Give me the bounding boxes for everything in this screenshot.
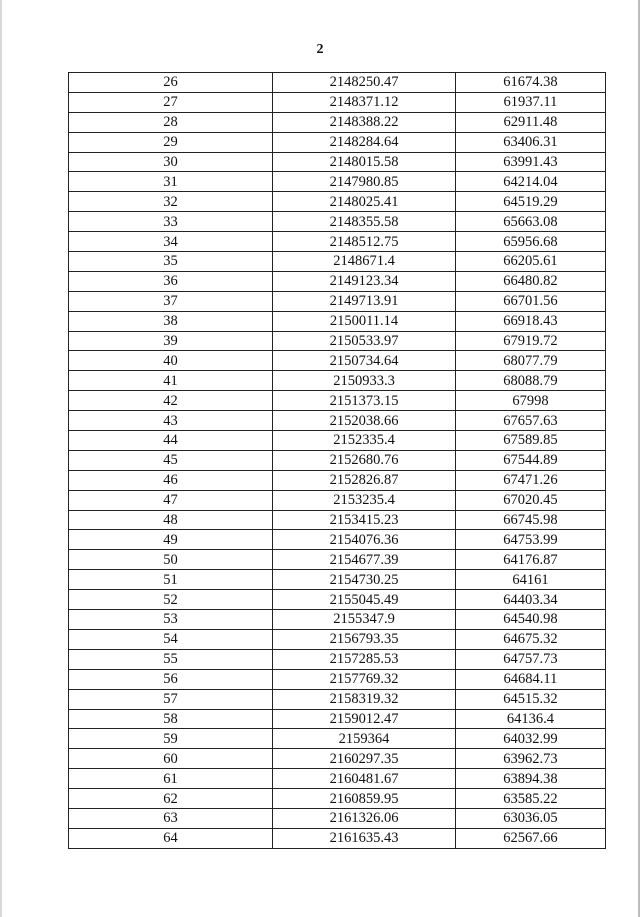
y-coordinate-cell: 62567.66 bbox=[455, 828, 605, 848]
y-coordinate-cell: 63991.43 bbox=[455, 152, 605, 172]
x-coordinate-cell: 2150933.3 bbox=[273, 371, 456, 391]
x-coordinate-cell: 2154076.36 bbox=[273, 530, 456, 550]
y-coordinate-cell: 66480.82 bbox=[455, 271, 605, 291]
table-row bbox=[69, 371, 606, 391]
y-coordinate-cell: 63962.73 bbox=[455, 749, 605, 769]
table-row bbox=[69, 391, 606, 411]
y-coordinate-cell: 68088.79 bbox=[455, 371, 605, 391]
y-coordinate-cell: 62911.48 bbox=[455, 112, 605, 132]
x-coordinate-cell: 2150734.64 bbox=[273, 351, 456, 371]
y-coordinate-cell: 67919.72 bbox=[455, 331, 605, 351]
table-row bbox=[69, 729, 606, 749]
table-row bbox=[69, 172, 606, 192]
y-coordinate-cell: 64176.87 bbox=[455, 550, 605, 570]
x-coordinate-cell: 2148355.58 bbox=[273, 212, 456, 232]
x-coordinate-cell: 2151373.15 bbox=[273, 391, 456, 411]
y-coordinate-cell: 63036.05 bbox=[455, 808, 605, 828]
scan-edge-left bbox=[0, 0, 2, 917]
table-row bbox=[69, 530, 606, 550]
y-coordinate-cell: 61937.11 bbox=[455, 92, 605, 112]
point-number-cell: 60 bbox=[69, 749, 273, 769]
point-number-cell: 47 bbox=[69, 490, 273, 510]
x-coordinate-cell: 2154730.25 bbox=[273, 570, 456, 590]
table-row bbox=[69, 92, 606, 112]
y-coordinate-cell: 64515.32 bbox=[455, 689, 605, 709]
x-coordinate-cell: 2152680.76 bbox=[273, 450, 456, 470]
point-number-cell: 37 bbox=[69, 291, 273, 311]
y-coordinate-cell: 64403.34 bbox=[455, 590, 605, 610]
table-row bbox=[69, 550, 606, 570]
point-number-cell: 32 bbox=[69, 192, 273, 212]
x-coordinate-cell: 2158319.32 bbox=[273, 689, 456, 709]
y-coordinate-cell: 64757.73 bbox=[455, 649, 605, 669]
point-number-cell: 62 bbox=[69, 789, 273, 809]
point-number-cell: 42 bbox=[69, 391, 273, 411]
x-coordinate-cell: 2153415.23 bbox=[273, 510, 456, 530]
table-row bbox=[69, 470, 606, 490]
y-coordinate-cell: 61674.38 bbox=[455, 73, 605, 93]
x-coordinate-cell: 2161326.06 bbox=[273, 808, 456, 828]
point-number-cell: 38 bbox=[69, 311, 273, 331]
x-coordinate-cell: 2152335.4 bbox=[273, 431, 456, 451]
y-coordinate-cell: 66205.61 bbox=[455, 252, 605, 272]
point-number-cell: 36 bbox=[69, 271, 273, 291]
point-number-cell: 48 bbox=[69, 510, 273, 530]
y-coordinate-cell: 67471.26 bbox=[455, 470, 605, 490]
point-number-cell: 29 bbox=[69, 132, 273, 152]
point-number-cell: 50 bbox=[69, 550, 273, 570]
x-coordinate-cell: 2157285.53 bbox=[273, 649, 456, 669]
table-row bbox=[69, 808, 606, 828]
y-coordinate-cell: 63406.31 bbox=[455, 132, 605, 152]
table-row bbox=[69, 629, 606, 649]
x-coordinate-cell: 2160481.67 bbox=[273, 769, 456, 789]
point-number-cell: 33 bbox=[69, 212, 273, 232]
table-row bbox=[69, 212, 606, 232]
point-number-cell: 56 bbox=[69, 669, 273, 689]
y-coordinate-cell: 63585.22 bbox=[455, 789, 605, 809]
point-number-cell: 26 bbox=[69, 73, 273, 93]
coordinates-table bbox=[68, 72, 606, 849]
x-coordinate-cell: 2160297.35 bbox=[273, 749, 456, 769]
point-number-cell: 53 bbox=[69, 610, 273, 630]
table-row bbox=[69, 570, 606, 590]
x-coordinate-cell: 2149713.91 bbox=[273, 291, 456, 311]
x-coordinate-cell: 2148284.64 bbox=[273, 132, 456, 152]
y-coordinate-cell: 66918.43 bbox=[455, 311, 605, 331]
x-coordinate-cell: 2155347.9 bbox=[273, 610, 456, 630]
point-number-cell: 28 bbox=[69, 112, 273, 132]
table-row bbox=[69, 709, 606, 729]
table-row bbox=[69, 351, 606, 371]
point-number-cell: 44 bbox=[69, 431, 273, 451]
point-number-cell: 52 bbox=[69, 590, 273, 610]
table-row bbox=[69, 510, 606, 530]
table-row bbox=[69, 192, 606, 212]
page-number: 2 bbox=[316, 42, 324, 57]
point-number-cell: 30 bbox=[69, 152, 273, 172]
x-coordinate-cell: 2150533.97 bbox=[273, 331, 456, 351]
y-coordinate-cell: 67998 bbox=[455, 391, 605, 411]
table-row bbox=[69, 291, 606, 311]
y-coordinate-cell: 64753.99 bbox=[455, 530, 605, 550]
y-coordinate-cell: 64032.99 bbox=[455, 729, 605, 749]
x-coordinate-cell: 2148025.41 bbox=[273, 192, 456, 212]
table-row bbox=[69, 828, 606, 848]
x-coordinate-cell: 2148671.4 bbox=[273, 252, 456, 272]
coordinates-table-body bbox=[69, 73, 606, 849]
point-number-cell: 35 bbox=[69, 252, 273, 272]
table-row bbox=[69, 411, 606, 431]
point-number-cell: 51 bbox=[69, 570, 273, 590]
x-coordinate-cell: 2150011.14 bbox=[273, 311, 456, 331]
point-number-cell: 58 bbox=[69, 709, 273, 729]
y-coordinate-cell: 65663.08 bbox=[455, 212, 605, 232]
table-row bbox=[69, 789, 606, 809]
table-row bbox=[69, 132, 606, 152]
y-coordinate-cell: 64540.98 bbox=[455, 610, 605, 630]
table-row bbox=[69, 649, 606, 669]
y-coordinate-cell: 64161 bbox=[455, 570, 605, 590]
point-number-cell: 59 bbox=[69, 729, 273, 749]
point-number-cell: 61 bbox=[69, 769, 273, 789]
point-number-cell: 63 bbox=[69, 808, 273, 828]
x-coordinate-cell: 2160859.95 bbox=[273, 789, 456, 809]
y-coordinate-cell: 64136.4 bbox=[455, 709, 605, 729]
y-coordinate-cell: 67544.89 bbox=[455, 450, 605, 470]
point-number-cell: 57 bbox=[69, 689, 273, 709]
point-number-cell: 55 bbox=[69, 649, 273, 669]
y-coordinate-cell: 64214.04 bbox=[455, 172, 605, 192]
x-coordinate-cell: 2152038.66 bbox=[273, 411, 456, 431]
y-coordinate-cell: 66745.98 bbox=[455, 510, 605, 530]
table-row bbox=[69, 232, 606, 252]
x-coordinate-cell: 2149123.34 bbox=[273, 271, 456, 291]
table-row bbox=[69, 610, 606, 630]
x-coordinate-cell: 2148388.22 bbox=[273, 112, 456, 132]
table-row bbox=[69, 252, 606, 272]
table-row bbox=[69, 431, 606, 451]
table-row bbox=[69, 112, 606, 132]
y-coordinate-cell: 67657.63 bbox=[455, 411, 605, 431]
x-coordinate-cell: 2161635.43 bbox=[273, 828, 456, 848]
x-coordinate-cell: 2148250.47 bbox=[273, 73, 456, 93]
table-row bbox=[69, 749, 606, 769]
table-row bbox=[69, 331, 606, 351]
point-number-cell: 41 bbox=[69, 371, 273, 391]
table-row bbox=[69, 311, 606, 331]
point-number-cell: 46 bbox=[69, 470, 273, 490]
point-number-cell: 64 bbox=[69, 828, 273, 848]
table-row bbox=[69, 490, 606, 510]
x-coordinate-cell: 2157769.32 bbox=[273, 669, 456, 689]
x-coordinate-cell: 2159012.47 bbox=[273, 709, 456, 729]
point-number-cell: 31 bbox=[69, 172, 273, 192]
y-coordinate-cell: 66701.56 bbox=[455, 291, 605, 311]
x-coordinate-cell: 2152826.87 bbox=[273, 470, 456, 490]
point-number-cell: 39 bbox=[69, 331, 273, 351]
x-coordinate-cell: 2148015.58 bbox=[273, 152, 456, 172]
table-row bbox=[69, 769, 606, 789]
x-coordinate-cell: 2156793.35 bbox=[273, 629, 456, 649]
y-coordinate-cell: 64675.32 bbox=[455, 629, 605, 649]
point-number-cell: 43 bbox=[69, 411, 273, 431]
table-row bbox=[69, 450, 606, 470]
point-number-cell: 34 bbox=[69, 232, 273, 252]
x-coordinate-cell: 2155045.49 bbox=[273, 590, 456, 610]
point-number-cell: 49 bbox=[69, 530, 273, 550]
point-number-cell: 45 bbox=[69, 450, 273, 470]
y-coordinate-cell: 68077.79 bbox=[455, 351, 605, 371]
table-row bbox=[69, 669, 606, 689]
x-coordinate-cell: 2147980.85 bbox=[273, 172, 456, 192]
x-coordinate-cell: 2148371.12 bbox=[273, 92, 456, 112]
y-coordinate-cell: 67020.45 bbox=[455, 490, 605, 510]
x-coordinate-cell: 2154677.39 bbox=[273, 550, 456, 570]
table-row bbox=[69, 590, 606, 610]
y-coordinate-cell: 67589.85 bbox=[455, 431, 605, 451]
point-number-cell: 40 bbox=[69, 351, 273, 371]
y-coordinate-cell: 63894.38 bbox=[455, 769, 605, 789]
x-coordinate-cell: 2153235.4 bbox=[273, 490, 456, 510]
y-coordinate-cell: 64684.11 bbox=[455, 669, 605, 689]
table-row bbox=[69, 73, 606, 93]
point-number-cell: 54 bbox=[69, 629, 273, 649]
x-coordinate-cell: 2148512.75 bbox=[273, 232, 456, 252]
y-coordinate-cell: 64519.29 bbox=[455, 192, 605, 212]
table-row bbox=[69, 152, 606, 172]
table-row bbox=[69, 271, 606, 291]
table-row bbox=[69, 689, 606, 709]
point-number-cell: 27 bbox=[69, 92, 273, 112]
x-coordinate-cell: 2159364 bbox=[273, 729, 456, 749]
y-coordinate-cell: 65956.68 bbox=[455, 232, 605, 252]
